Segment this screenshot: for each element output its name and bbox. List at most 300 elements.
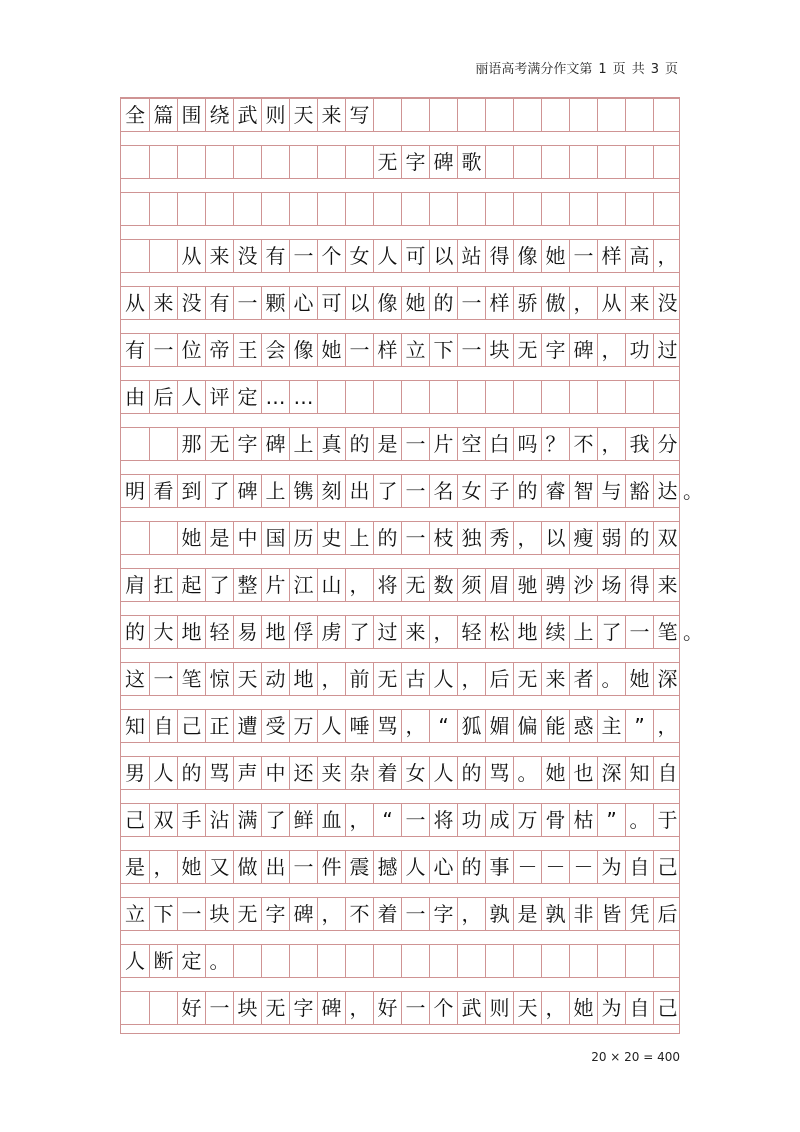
grid-cell: ， [597, 428, 625, 460]
grid-cell [513, 99, 541, 131]
grid-cell: 偏 [513, 710, 541, 742]
grid-cell: 从 [597, 287, 625, 319]
grid-cell: 她 [541, 757, 569, 789]
grid-cell: 一 [401, 475, 429, 507]
grid-cell [149, 193, 177, 225]
grid-cell: 将 [429, 804, 457, 836]
word-count-footer: 20 × 20 = 400 [591, 1050, 680, 1064]
grid-cell: 成 [485, 804, 513, 836]
grid-cell: 有 [205, 287, 233, 319]
grid-cell: 手 [177, 804, 205, 836]
grid-cell: 后 [653, 898, 681, 930]
grid-cell: 中 [261, 757, 289, 789]
grid-cell: 一 [401, 428, 429, 460]
grid-cell: 遭 [233, 710, 261, 742]
grid-cell: 一 [401, 992, 429, 1024]
grid-cell: 枝 [429, 522, 457, 554]
grid-cell: 人 [429, 663, 457, 695]
grid-cell: 颗 [261, 287, 289, 319]
grid-row [121, 98, 679, 132]
grid-cell [373, 99, 401, 131]
grid-cell: 得 [625, 569, 653, 601]
grid-cell: 地 [177, 616, 205, 648]
grid-cell: 。 [625, 804, 653, 836]
grid-cell: 鲜 [289, 804, 317, 836]
grid-cell: “ [429, 710, 457, 742]
grid-cell: 定 [233, 381, 261, 413]
grid-cell: ， [429, 616, 457, 648]
grid-cell [205, 193, 233, 225]
grid-cell: 人 [373, 240, 401, 272]
grid-cell: 有 [125, 338, 145, 362]
grid-cell: 睿 [541, 475, 569, 507]
grid-cell [625, 99, 653, 131]
grid-cell: 像 [289, 334, 317, 366]
grid-cell: 天 [289, 99, 317, 131]
grid-cell: 人 [149, 757, 177, 789]
grid-cell: ， [597, 334, 625, 366]
grid-cell [401, 381, 429, 413]
grid-cell: 样 [373, 334, 401, 366]
grid-cell [373, 945, 401, 977]
grid-cell: 自 [625, 992, 653, 1024]
grid-cell: 骨 [541, 804, 569, 836]
grid-cell [625, 146, 653, 178]
grid-cell: 围 [177, 99, 205, 131]
grid-cell: 的 [125, 620, 145, 644]
grid-cell: 又 [205, 851, 233, 883]
grid-cell: 个 [429, 992, 457, 1024]
grid-cell: 笔 [177, 663, 205, 695]
grid-cell [457, 945, 485, 977]
grid-cell: 己 [177, 710, 205, 742]
grid-cell: 吗 [513, 428, 541, 460]
grid-cell [569, 945, 597, 977]
grid-cell: 天 [233, 663, 261, 695]
grid-row [121, 944, 679, 978]
grid-cell: 则 [485, 992, 513, 1024]
grid-cell: 一 [205, 992, 233, 1024]
grid-cell: 字 [261, 898, 289, 930]
grid-cell [541, 99, 569, 131]
grid-cell: 做 [233, 851, 261, 883]
grid-cell: 可 [317, 287, 345, 319]
grid-cell: 那 [177, 428, 205, 460]
grid-cell: 人 [177, 381, 205, 413]
grid-row [121, 991, 679, 1025]
grid-cell: 杂 [345, 757, 373, 789]
grid-cell: 。 [513, 757, 541, 789]
grid-cell: 没 [653, 287, 681, 319]
grid-cell [653, 381, 681, 413]
grid-cell: 篇 [149, 99, 177, 131]
grid-cell: 满 [233, 804, 261, 836]
grid-cell: 万 [289, 710, 317, 742]
grid-cell: 于 [653, 804, 681, 836]
margin-punctuation: 。 [683, 620, 703, 644]
grid-cell: 一 [289, 851, 317, 883]
grid-cell: 片 [261, 569, 289, 601]
grid-cell [149, 992, 177, 1024]
grid-cell: 功 [457, 804, 485, 836]
grid-cell: ， [317, 898, 345, 930]
grid-cell: 高 [625, 240, 653, 272]
grid-cell: 人 [401, 851, 429, 883]
grid-cell: 前 [345, 663, 373, 695]
grid-cell: 男 [125, 761, 145, 785]
grid-cell: 出 [261, 851, 289, 883]
grid-cell: 块 [485, 334, 513, 366]
grid-cell: 达 [653, 475, 681, 507]
grid-cell: 须 [457, 569, 485, 601]
grid-cell [457, 193, 485, 225]
grid-cell: 刻 [317, 475, 345, 507]
grid-cell: 过 [373, 616, 401, 648]
grid-cell: 站 [457, 240, 485, 272]
grid-cell: 来 [401, 616, 429, 648]
grid-cell: 还 [289, 757, 317, 789]
grid-cell: 大 [149, 616, 177, 648]
grid-cell [289, 945, 317, 977]
grid-cell [485, 945, 513, 977]
grid-cell: 江 [289, 569, 317, 601]
grid-cell: 写 [345, 99, 373, 131]
header-page-unit: 页 [612, 62, 626, 77]
grid-cell [485, 193, 513, 225]
grid-cell: 下 [149, 898, 177, 930]
grid-cell: 没 [177, 287, 205, 319]
grid-cell: 非 [569, 898, 597, 930]
grid-cell: 字 [541, 334, 569, 366]
grid-cell [317, 146, 345, 178]
grid-cell: 一 [149, 334, 177, 366]
grid-row [121, 662, 679, 696]
grid-cell: 出 [345, 475, 373, 507]
grid-cell: 碑 [317, 992, 345, 1024]
grid-cell: 得 [485, 240, 513, 272]
grid-cell [345, 945, 373, 977]
grid-cell: 块 [233, 992, 261, 1024]
grid-row [121, 709, 679, 743]
grid-cell: 事 [485, 851, 513, 883]
grid-cell [653, 193, 681, 225]
grid-cell: ， [149, 851, 177, 883]
grid-cell: 心 [289, 287, 317, 319]
grid-cell: 松 [485, 616, 513, 648]
grid-cell: 帝 [205, 334, 233, 366]
grid-cell [373, 381, 401, 413]
grid-cell: 己 [125, 808, 145, 832]
grid-cell: 是 [513, 898, 541, 930]
grid-cell [653, 945, 681, 977]
grid-cell: 地 [261, 616, 289, 648]
grid-cell: 为 [597, 851, 625, 883]
grid-cell: 受 [261, 710, 289, 742]
grid-cell: 历 [289, 522, 317, 554]
grid-cell [457, 381, 485, 413]
grid-cell [121, 428, 149, 460]
grid-cell: 一 [401, 898, 429, 930]
grid-cell: 人 [125, 949, 145, 973]
grid-cell: ， [345, 804, 373, 836]
grid-cell: 从 [177, 240, 205, 272]
grid-cell: 秀 [485, 522, 513, 554]
grid-cell [513, 193, 541, 225]
grid-cell: 到 [177, 475, 205, 507]
grid-cell: 知 [125, 714, 145, 738]
grid-cell: 歌 [457, 146, 485, 178]
grid-cell: 真 [317, 428, 345, 460]
grid-cell: 场 [597, 569, 625, 601]
grid-cell [429, 99, 457, 131]
grid-cell [177, 146, 205, 178]
grid-cell: 来 [625, 287, 653, 319]
grid-cell: 武 [233, 99, 261, 131]
grid-cell [569, 99, 597, 131]
grid-cell [345, 381, 373, 413]
grid-cell: 碑 [261, 428, 289, 460]
grid-cell: 骄 [513, 287, 541, 319]
grid-cell [429, 381, 457, 413]
grid-cell: 为 [597, 992, 625, 1024]
grid-cell: 她 [177, 851, 205, 883]
grid-cell: 这 [125, 667, 145, 691]
grid-cell: 。 [597, 663, 625, 695]
grid-cell [541, 381, 569, 413]
grid-cell: ， [401, 710, 429, 742]
grid-cell: 血 [317, 804, 345, 836]
grid-cell: 来 [653, 569, 681, 601]
header-total-prefix: 共 [631, 62, 645, 77]
grid-cell: 下 [429, 334, 457, 366]
grid-cell: 没 [233, 240, 261, 272]
grid-cell: 无 [205, 428, 233, 460]
grid-cell: 是 [125, 855, 145, 879]
grid-cell: 了 [261, 804, 289, 836]
grid-cell: 来 [541, 663, 569, 695]
grid-cell [485, 146, 513, 178]
grid-cell: 可 [401, 240, 429, 272]
grid-cell: 了 [597, 616, 625, 648]
grid-cell [149, 428, 177, 460]
grid-cell: 地 [513, 616, 541, 648]
grid-cell: 看 [149, 475, 177, 507]
grid-cell: 碑 [233, 475, 261, 507]
grid-row [121, 521, 679, 555]
grid-cell: 空 [457, 428, 485, 460]
grid-cell: 像 [373, 287, 401, 319]
grid-cell: 块 [205, 898, 233, 930]
grid-cell: 俘 [289, 616, 317, 648]
grid-cell: 一 [233, 287, 261, 319]
grid-cell: 一 [149, 663, 177, 695]
grid-cell [121, 193, 149, 225]
grid-cell: 肩 [125, 573, 145, 597]
grid-cell [401, 945, 429, 977]
grid-cell: 智 [569, 475, 597, 507]
header-page-number: 1 [598, 62, 607, 77]
grid-cell: 镌 [289, 475, 317, 507]
grid-cell: 一 [569, 240, 597, 272]
grid-cell: ， [513, 522, 541, 554]
grid-cell: 心 [429, 851, 457, 883]
grid-cell: 她 [569, 992, 597, 1024]
grid-row [121, 145, 679, 179]
grid-cell: ， [457, 898, 485, 930]
grid-cell: 了 [205, 569, 233, 601]
grid-cell: 轻 [205, 616, 233, 648]
grid-cell [317, 945, 345, 977]
grid-cell: 轻 [457, 616, 485, 648]
grid-cell: 的 [345, 428, 373, 460]
grid-cell: ” [625, 710, 653, 742]
grid-row [121, 850, 679, 884]
grid-cell: ， [317, 663, 345, 695]
grid-cell: 着 [373, 757, 401, 789]
grid-cell: 中 [233, 522, 261, 554]
grid-cell [597, 945, 625, 977]
grid-cell: 一 [625, 616, 653, 648]
grid-cell [149, 522, 177, 554]
grid-cell [513, 381, 541, 413]
grid-cell: 。 [205, 945, 233, 977]
grid-cell: 分 [653, 428, 681, 460]
grid-cell: 起 [177, 569, 205, 601]
grid-cell: 以 [345, 287, 373, 319]
grid-cell: 来 [149, 287, 177, 319]
grid-cell: 碑 [569, 334, 597, 366]
grid-cell: 驰 [513, 569, 541, 601]
grid-cell [261, 945, 289, 977]
grid-row [121, 474, 703, 508]
grid-cell [597, 99, 625, 131]
grid-cell: 上 [345, 522, 373, 554]
grid-row [121, 380, 679, 414]
grid-cell [653, 146, 681, 178]
grid-row [121, 897, 679, 931]
grid-cell [289, 146, 317, 178]
grid-cell: 王 [233, 334, 261, 366]
grid-cell: 过 [653, 334, 681, 366]
grid-cell: 扛 [149, 569, 177, 601]
grid-cell: 瘦 [569, 522, 597, 554]
grid-cell [401, 99, 429, 131]
grid-cell: 着 [373, 898, 401, 930]
grid-cell: － [569, 851, 597, 883]
grid-cell: 的 [513, 475, 541, 507]
grid-cell: 上 [289, 428, 317, 460]
grid-cell [233, 146, 261, 178]
composition-grid [120, 97, 703, 1034]
grid-cell: 来 [205, 240, 233, 272]
grid-cell: 眉 [485, 569, 513, 601]
grid-cell: 上 [261, 475, 289, 507]
grid-cell [317, 381, 345, 413]
grid-cell: 豁 [625, 475, 653, 507]
grid-cell: 好 [373, 992, 401, 1024]
grid-cell [345, 146, 373, 178]
grid-row [121, 615, 703, 649]
grid-cell: 国 [261, 522, 289, 554]
grid-cell: 子 [485, 475, 513, 507]
grid-cell: 动 [261, 663, 289, 695]
grid-cell: 以 [541, 522, 569, 554]
grid-cell: 媚 [485, 710, 513, 742]
grid-cell [597, 146, 625, 178]
grid-cell [121, 992, 149, 1024]
grid-cell: 地 [289, 663, 317, 695]
grid-cell: 深 [653, 663, 681, 695]
grid-cell [625, 945, 653, 977]
grid-cell [149, 240, 177, 272]
grid-cell: 惑 [569, 710, 597, 742]
grid-cell: 立 [401, 334, 429, 366]
grid-cell [177, 193, 205, 225]
grid-cell [401, 193, 429, 225]
grid-cell [261, 193, 289, 225]
grid-cell [569, 193, 597, 225]
grid-cell [597, 381, 625, 413]
grid-cell: 的 [177, 757, 205, 789]
grid-cell: … [289, 381, 317, 413]
grid-cell: 样 [597, 240, 625, 272]
grid-cell: 自 [653, 757, 681, 789]
grid-cell [233, 193, 261, 225]
grid-cell: 不 [345, 898, 373, 930]
grid-cell [289, 193, 317, 225]
grid-cell: － [541, 851, 569, 883]
grid-cell: 天 [513, 992, 541, 1024]
grid-cell: 功 [625, 334, 653, 366]
grid-cell: 无 [513, 663, 541, 695]
grid-cell: 沙 [569, 569, 597, 601]
grid-row [121, 756, 679, 790]
grid-cell: 数 [429, 569, 457, 601]
grid-cell: 人 [429, 757, 457, 789]
grid-cell: 她 [177, 522, 205, 554]
grid-cell: 弱 [597, 522, 625, 554]
grid-cell: 与 [597, 475, 625, 507]
grid-cell: 女 [401, 757, 429, 789]
grid-cell: ， [653, 710, 681, 742]
grid-cell: 的 [457, 757, 485, 789]
grid-cell: 女 [345, 240, 373, 272]
grid-cell: 武 [457, 992, 485, 1024]
grid-cell: “ [373, 804, 401, 836]
grid-cell: 唾 [345, 710, 373, 742]
grid-cell: 无 [401, 569, 429, 601]
margin-punctuation: 。 [683, 479, 703, 503]
grid-cell [261, 146, 289, 178]
grid-cell [121, 522, 149, 554]
grid-row [121, 427, 679, 461]
grid-cell: 骂 [485, 757, 513, 789]
grid-cell: 知 [625, 757, 653, 789]
grid-cell: 了 [373, 475, 401, 507]
grid-cell: 也 [569, 757, 597, 789]
grid-cell: 是 [205, 522, 233, 554]
grid-cell: 的 [457, 851, 485, 883]
grid-cell: 是 [373, 428, 401, 460]
grid-cell [513, 146, 541, 178]
grid-cell: 无 [373, 146, 401, 178]
grid-cell [429, 945, 457, 977]
grid-cell: 一 [177, 898, 205, 930]
grid-cell: … [261, 381, 289, 413]
grid-cell [653, 99, 681, 131]
grid-cell: 人 [317, 710, 345, 742]
grid-cell: 位 [177, 334, 205, 366]
